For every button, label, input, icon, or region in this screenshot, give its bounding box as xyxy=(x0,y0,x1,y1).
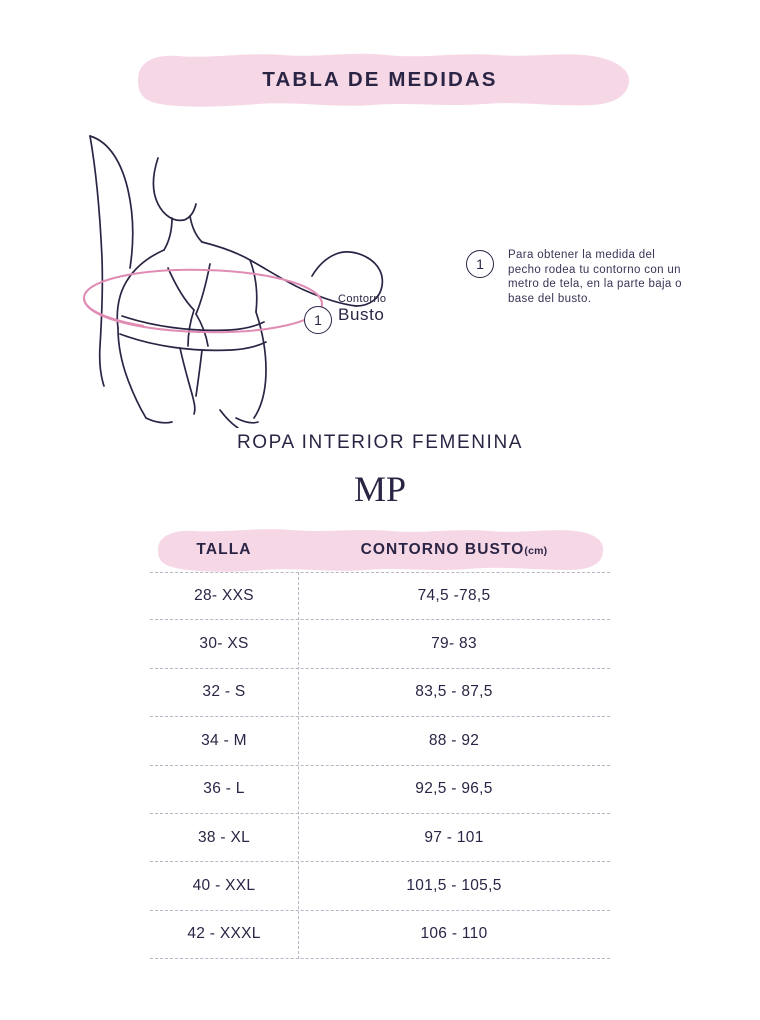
cell-contorno-busto: 88 - 92 xyxy=(428,731,480,749)
cell-contorno-busto: 92,5 - 96,5 xyxy=(415,780,493,798)
cell-talla: 42 - XXXL xyxy=(187,925,261,943)
callout-label-contorno: Contorno xyxy=(338,293,387,305)
table-header-busto-label: CONTORNO BUSTO xyxy=(360,541,525,558)
table-row xyxy=(150,862,610,910)
illustration-woman-bust-measure xyxy=(60,118,460,428)
cell-contorno-busto: 106 - 110 xyxy=(420,925,488,943)
cell-talla: 32 - S xyxy=(202,683,246,701)
table-row xyxy=(150,911,610,959)
brand-logo: MP xyxy=(353,469,407,509)
table-row xyxy=(150,572,610,620)
callout-bust-labels xyxy=(336,294,456,325)
cell-talla: 36 - L xyxy=(203,780,245,798)
cell-contorno-busto: 97 - 101 xyxy=(424,828,484,846)
note-number-1: 1 xyxy=(466,250,494,278)
table-header xyxy=(150,528,610,572)
table-header-busto xyxy=(298,541,610,559)
table-row xyxy=(150,669,610,717)
note-text: Para obtener la medida del pecho rodea tu contorno con un metro de tela, en la parte baja o base del busto. xyxy=(508,249,682,306)
illustration-svg xyxy=(60,118,460,428)
cell-contorno-busto: 101,5 - 105,5 xyxy=(406,877,502,895)
cell-contorno-busto: 74,5 -78,5 xyxy=(417,587,491,605)
instruction-note xyxy=(466,248,716,307)
callout-number-1: 1 xyxy=(304,306,332,334)
table-header-busto-unit: (cm) xyxy=(524,545,548,557)
callout-number-badge xyxy=(304,306,332,334)
callout-label-busto: Busto xyxy=(338,305,385,324)
cell-contorno-busto: 83,5 - 87,5 xyxy=(415,683,493,701)
cell-contorno-busto: 79- 83 xyxy=(431,635,477,653)
cell-talla: 40 - XXL xyxy=(192,877,256,895)
table-row xyxy=(150,766,610,814)
cell-talla: 28- XXS xyxy=(194,587,254,605)
page-title: TABLA DE MEDIDAS xyxy=(262,68,498,91)
table-row xyxy=(150,620,610,668)
table-row xyxy=(150,814,610,862)
table-row xyxy=(150,717,610,765)
cell-talla: 38 - XL xyxy=(197,828,251,846)
table-body xyxy=(150,572,610,959)
section-title: ROPA INTERIOR FEMENINA xyxy=(236,432,524,453)
size-table xyxy=(150,528,610,959)
cell-talla: 34 - M xyxy=(201,731,247,749)
table-header-talla: TALLA xyxy=(196,541,252,558)
cell-talla: 30- XS xyxy=(199,635,249,653)
title-banner xyxy=(124,52,636,108)
